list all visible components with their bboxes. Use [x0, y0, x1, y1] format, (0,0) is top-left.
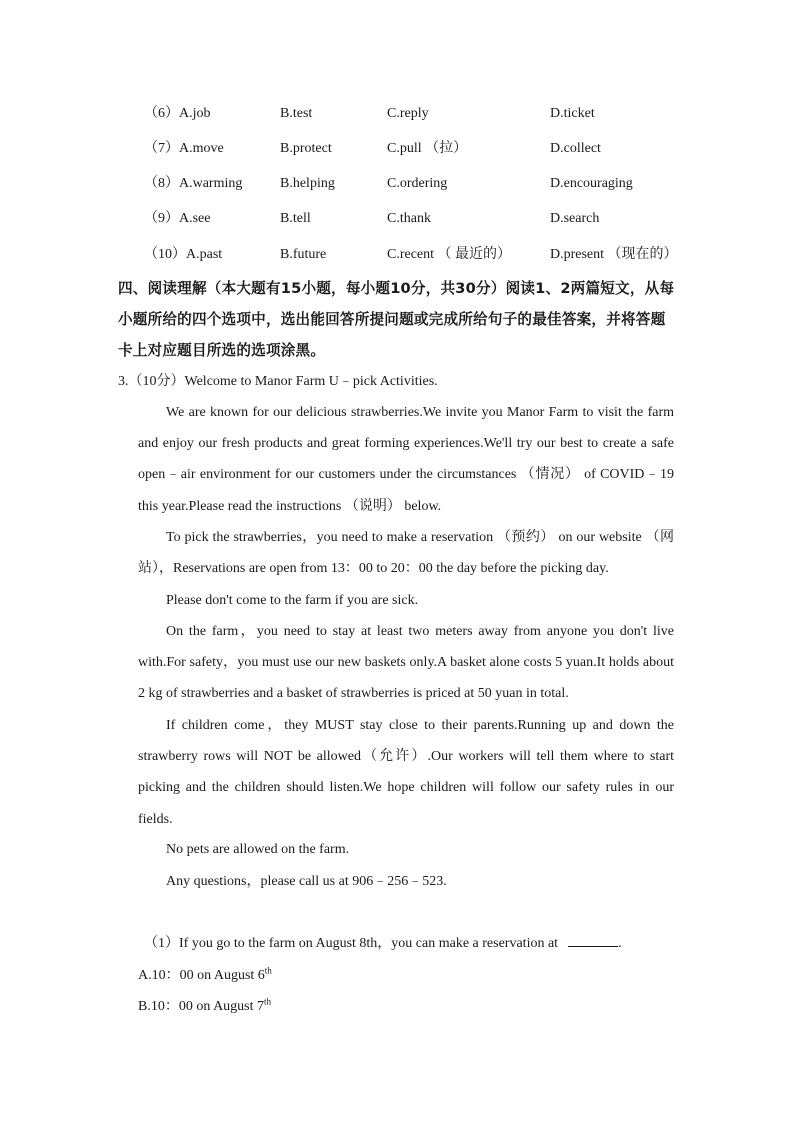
passage-paragraph: Please don't come to the farm if you are sick.: [166, 593, 419, 608]
answer-choice-a: A.10：00 on August 6th: [138, 965, 272, 983]
option-b: B.tell: [280, 211, 311, 226]
option-c: C.reply: [387, 106, 429, 121]
passage-paragraph: We are known for our delicious strawberries.We invite you Manor Farm to visit the farm and enjoy our fresh products and great forming experiences.We'll try our best to create a safe open﹣air environment for our customers under the circumstances （情况） of COVID﹣19 this year.Please read the instructions （说明） below.: [138, 405, 674, 514]
option-row-10: [144, 245, 704, 265]
option-c: C.ordering: [387, 176, 448, 191]
passage-paragraph: On the farm，you need to stay at least two meters away from anyone you don't live with.For safety，you must use our new baskets only.A basket alone costs 5 yuan.It holds about 2 kg of strawberries and a basket of strawberries is priced at 50 yuan in total.: [138, 624, 674, 702]
option-a: （6）A.job: [144, 106, 211, 121]
option-c: C.thank: [387, 211, 431, 226]
question-title: 3.（10分）Welcome to Manor Farm U﹣pick Activities.: [118, 374, 438, 389]
option-a: （9）A.see: [144, 211, 211, 226]
passage-paragraph: To pick the strawberries，you need to make a reservation （预约） on our website （网站），Reservations are open from 13：00 to 20：00 the day before the picking day.: [138, 530, 674, 577]
option-d: D.ticket: [550, 106, 595, 121]
passage-paragraph: If children come，they MUST stay close to their parents.Running up and down the strawberry rows will NOT be allowed（允许）.Our workers will tell them where to start picking and the children should listen.We hope children will follow our safety rules in our fields.: [138, 718, 674, 827]
option-row-6: [144, 104, 704, 124]
passage-paragraph: Any questions，please call us at 906﹣256﹣523.: [166, 874, 447, 889]
option-b: B.future: [280, 247, 327, 262]
option-row-8: [144, 174, 704, 194]
option-row-9: [144, 209, 704, 229]
option-a: （8）A.warming: [144, 176, 243, 191]
option-b: B.helping: [280, 176, 335, 191]
option-d: D.collect: [550, 141, 601, 156]
answer-choice-b: B.10：00 on August 7th: [138, 996, 272, 1014]
option-c: C.pull （拉）: [387, 141, 468, 156]
option-d: D.search: [550, 211, 600, 226]
sub-question: （1）If you go to the farm on August 8th，you can make a reservation at .: [144, 936, 622, 951]
section-heading: 四、阅读理解（本大题有15小题，每小题10分，共30分）阅读1、2两篇短文，从每小题所给的四个选项中，选出能回答所提问题或完成所给句子的最佳答案，并将答题卡上对应题目所选的选项涂黑。: [118, 280, 675, 359]
option-b: B.test: [280, 106, 313, 121]
passage-paragraph: No pets are allowed on the farm.: [166, 842, 350, 857]
option-row-7: [144, 139, 704, 159]
answer-blank: [568, 934, 618, 947]
option-a: （7）A.move: [144, 141, 224, 156]
option-c: C.recent （ 最近的）: [387, 247, 512, 262]
option-d: D.present （现在的）: [550, 247, 678, 262]
option-a: （10）A.past: [144, 247, 223, 262]
option-b: B.protect: [280, 141, 332, 156]
option-d: D.encouraging: [550, 176, 633, 191]
